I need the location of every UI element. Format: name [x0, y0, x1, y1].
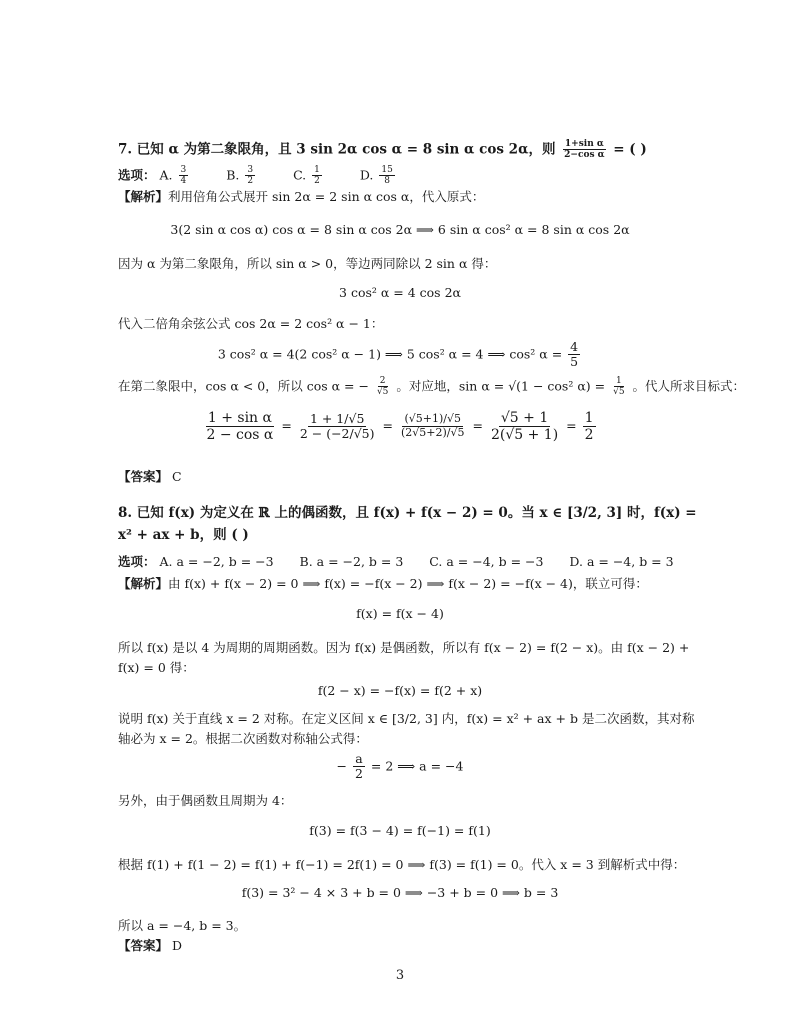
q7-eq5-f1-den: 2 − cos α [206, 427, 274, 444]
q7-target-fraction [562, 139, 606, 161]
q7-equation-1: 3(2 sin α cos α) cos α = 8 sin α cos 2α ⟹ 6 sin α cos² α = 8 sin α cos 2α [170, 222, 630, 237]
q7-options [118, 165, 397, 187]
q8-equation-3-minus: − [336, 758, 347, 774]
q8-analysis-tag: 【解析】 [118, 576, 169, 591]
q7-title-end: = ( ) [613, 141, 647, 158]
q8-equation-3-den: 2 [354, 766, 363, 782]
q8-equation-5: f(3) = 3² − 4 × 3 + b = 0 ⟹ −3 + b = 0 ⟹ b = 3 [241, 885, 559, 900]
q7-text-4-f1-den: √5 [376, 387, 389, 398]
q7-eq5-f3-den: (2√5+2)/√5 [400, 426, 465, 440]
q8-text-3a: 说明 f(x) 关于直线 x = 2 对称。在定义区间 x ∈ [3/2, 3] 内，f(x) = x² + ax + b 是二次函数，其对称 [118, 711, 695, 726]
q7-equation-5 [0, 410, 800, 443]
q7-equation-2: 3 cos² α = 4 cos 2α [339, 285, 461, 300]
q7-eq5-f2-den: 2 − (−2/√5) [299, 426, 375, 442]
q7-text-3: 代入二倍角余弦公式 cos 2α = 2 cos² α − 1： [118, 316, 384, 331]
q8-equation-3-rest: = 2 ⟹ a = −4 [370, 758, 464, 774]
q8-answer-value: D [172, 938, 183, 953]
q7-text-4-fraction-2 [611, 376, 626, 398]
q7-eq5-f5-den: 2 [584, 427, 594, 444]
q7-text-4-f2-den: √5 [613, 387, 625, 398]
q7-option-a-den: 4 [180, 176, 187, 187]
q7-option-d-fraction [379, 165, 394, 187]
q7-equation-3-fraction [568, 340, 580, 370]
q7-analysis-tag: 【解析】 [118, 189, 169, 204]
q8-equation-1: f(x) = f(x − 4) [356, 606, 444, 621]
q7-eq5-equals-2: = [382, 418, 393, 434]
q7-option-d-label: D. [359, 167, 374, 183]
q7-option-b-label: B. [226, 167, 240, 183]
q8-option-d: D. a = −4, b = 3 [569, 554, 674, 569]
q7-option-b-den: 2 [247, 176, 254, 187]
q7-answer-tag: 【答案】 [118, 469, 169, 484]
q7-equation-3-den: 5 [570, 354, 579, 370]
q7-analysis-line-1 [118, 189, 484, 205]
q7-eq5-fraction-1 [204, 410, 275, 443]
q7-option-c-fraction [312, 165, 322, 187]
q7-option-a-fraction [179, 165, 189, 187]
q7-title-text: 7. 已知 α 为第二象限角，且 3 sin 2α cos α = 8 sin α cos 2α，则 [118, 141, 556, 158]
q7-text-4-f1-num: 2 [379, 376, 386, 386]
q8-equation-3 [0, 752, 800, 782]
q7-option-d-num: 15 [381, 165, 393, 175]
q7-text-4 [118, 376, 745, 398]
q8-answer [118, 938, 182, 954]
q7-eq5-fraction-3 [399, 413, 467, 439]
q7-text-4b: 。对应地，sin α = √(1 − cos² α) = [396, 378, 606, 394]
q8-title-line-1: 8. 已知 f(x) 为定义在 ℝ 上的偶函数，且 f(x) + f(x − 2) = 0。当 x ∈ [3/2, 3] 时，f(x) = [118, 505, 697, 521]
q7-eq5-equals-1: = [281, 418, 292, 434]
q7-equation-3 [0, 340, 800, 370]
q7-analysis-text-1: 利用倍角公式展开 sin 2α = 2 sin α cos α，代入原式： [168, 189, 485, 204]
q8-equation-2: f(2 − x) = −f(x) = f(2 + x) [317, 683, 483, 698]
q8-options-label: 选项： [118, 554, 156, 569]
q7-answer-value: C [172, 469, 182, 484]
q8-option-c: C. a = −4, b = −3 [429, 554, 544, 569]
q7-equation-3-text: 3 cos² α = 4(2 cos² α − 1) ⟹ 5 cos² α = 4 ⟹ cos² α = [217, 346, 563, 362]
q7-option-c-den: 2 [314, 176, 320, 187]
q7-option-a-num: 3 [180, 165, 187, 175]
q8-equation-4: f(3) = f(3 − 4) = f(−1) = f(1) [309, 823, 491, 838]
q8-answer-tag: 【答案】 [118, 938, 169, 953]
q7-eq5-fraction-4 [489, 410, 560, 443]
q7-eq5-f3-num: (√5+1)/√5 [404, 412, 461, 426]
q8-text-3b: 轴必为 x = 2。根据二次函数对称轴公式得： [118, 731, 368, 746]
q7-text-2: 因为 α 为第二象限角，所以 sin α > 0，等边两同除以 2 sin α 得： [118, 256, 497, 271]
q7-title [118, 139, 647, 161]
q7-target-num: 1+sin α [564, 139, 604, 149]
q7-options-label: 选项： [118, 167, 156, 183]
q8-text-2b: f(x) = 0 得： [118, 660, 195, 675]
q7-text-4-f2-num: 1 [615, 376, 622, 386]
q7-eq5-f1-num: 1 + sin α [207, 410, 272, 426]
q7-eq5-fraction-2 [298, 412, 377, 442]
q7-option-b-num: 3 [247, 165, 254, 175]
q7-eq5-f4-den: 2(√5 + 1) [490, 427, 559, 444]
q8-text-2a: 所以 f(x) 是以 4 为周期的周期函数。因为 f(x) 是偶函数，所以有 f(x − 2) = f(2 − x)。由 f(x − 2) + [118, 640, 690, 655]
q7-option-c-num: 1 [314, 165, 320, 175]
q7-eq5-f5-num: 1 [584, 410, 594, 426]
q8-options [118, 554, 674, 570]
q7-option-b-fraction [245, 165, 255, 187]
q8-title-line-2: x² + ax + b，则 ( ) [118, 527, 249, 543]
q8-equation-3-fraction [353, 752, 365, 782]
q8-analysis-text-1: 由 f(x) + f(x − 2) = 0 ⟹ f(x) = −f(x − 2) ⟹ f(x − 2) = −f(x − 4)，联立可得： [168, 576, 648, 591]
q7-option-d-den: 8 [384, 176, 390, 187]
q7-equation-3-num: 4 [570, 339, 579, 354]
q8-option-b: B. a = −2, b = 3 [299, 554, 404, 569]
q8-text-6: 所以 a = −4, b = 3。 [118, 918, 247, 933]
q8-text-4: 另外，由于偶函数且周期为 4： [118, 793, 293, 808]
q8-analysis-line-1 [118, 576, 648, 592]
q7-eq5-f2-num: 1 + 1/√5 [309, 410, 365, 426]
q8-text-5: 根据 f(1) + f(1 − 2) = f(1) + f(−1) = 2f(1) = 0 ⟹ f(3) = f(1) = 0。代入 x = 3 到解析式中得： [118, 857, 686, 872]
q7-option-c-label: C. [293, 167, 307, 183]
q8-option-a: A. a = −2, b = −3 [159, 554, 274, 569]
q7-eq5-f4-num: √5 + 1 [500, 410, 549, 426]
q7-eq5-fraction-5 [583, 410, 596, 443]
q8-equation-3-num: a [355, 751, 363, 766]
q7-text-4c: 。代人所求目标式： [632, 378, 746, 394]
q7-option-a-label: A. [159, 167, 173, 183]
q7-answer [118, 469, 182, 485]
page-number: 3 [395, 968, 405, 983]
q7-target-den: 2−cos α [564, 150, 605, 161]
q7-eq5-equals-3: = [472, 418, 483, 434]
q7-text-4a: 在第二象限中，cos α < 0，所以 cos α = − [118, 378, 369, 394]
q7-eq5-equals-4: = [566, 418, 577, 434]
q7-text-4-fraction-1 [375, 376, 390, 398]
